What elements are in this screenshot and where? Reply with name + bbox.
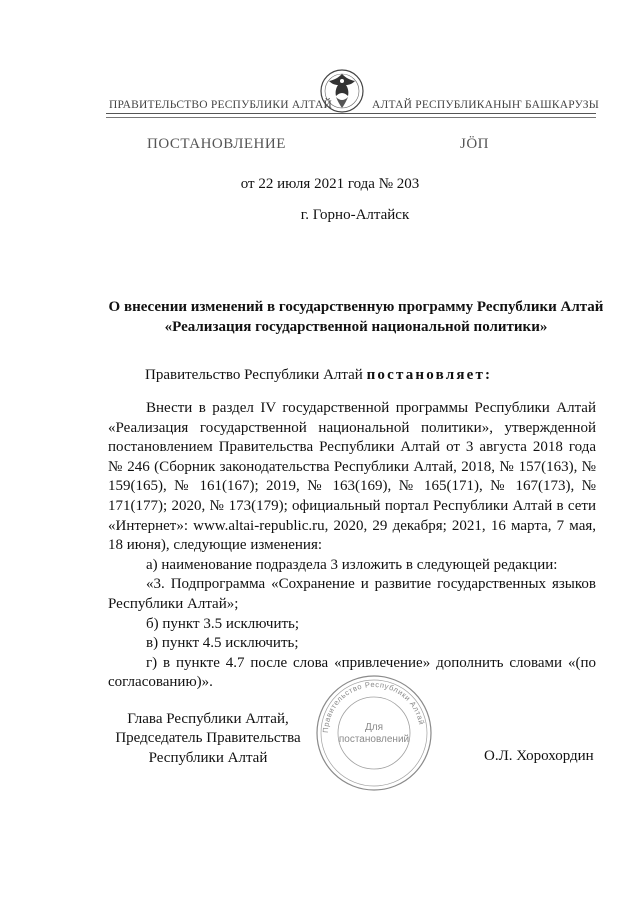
signatory-name: О.Л. Хорохордин: [484, 748, 594, 764]
body-paragraph: «3. Подпрограмма «Сохранение и развитие государственных языков Республики Алтай»;: [108, 576, 596, 612]
resolves-line: [145, 367, 492, 384]
body-paragraph: г) в пункте 4.7 после слова «привлечение» дополнить словами «(по согласованию)».: [108, 654, 596, 691]
signatory-position-line: Председатель Правительства: [115, 730, 301, 747]
stamp-inner-line1: Для: [364, 722, 384, 733]
document-city: г. Горно-Алтайск: [300, 207, 410, 223]
government-name-alt: АЛТАЙ РЕСПУБЛИКАНЫҤ БАШКАРУЗЫ: [372, 99, 599, 111]
body-paragraph: б) пункт 3.5 исключить;: [146, 615, 300, 632]
signatory-position-line: Глава Республики Алтай,: [127, 711, 289, 727]
signatory-position-line: Республики Алтай: [148, 749, 268, 766]
document-body: [108, 399, 596, 693]
body-paragraph: в) пункт 4.5 исключить;: [146, 635, 299, 652]
header-divider: [106, 113, 596, 114]
document-date: от 22 июля 2021 года № 203: [240, 176, 420, 192]
resolves-prefix: Правительство Республики Алтай: [145, 367, 363, 383]
stamp-ring-text: Правительство Республики Алтай: [320, 679, 427, 734]
body-paragraph: а) наименование подраздела 3 изложить в следующей редакции:: [146, 556, 558, 573]
header-divider-thin: [106, 117, 596, 118]
official-stamp: [313, 672, 435, 794]
resolves-action: постановляет:: [366, 367, 493, 383]
document-title: О внесении изменений в государственную программу Республики Алтай «Реализация государственной национальной политики»: [108, 299, 604, 335]
government-name-ru: ПРАВИТЕЛЬСТВО РЕСПУБЛИКИ АЛТАЙ: [109, 99, 333, 111]
signatory-position: [108, 710, 308, 768]
document-type: ПОСТАНОВЛЕНИЕ: [147, 136, 286, 152]
body-paragraph: Внести в раздел IV государственной программы Республики Алтай «Реализация государственной национальной политики», утвержденной постановлением Правительства Республики Алтай от 3 августа 2018 года № 246 (Сборник законодательства Республики Алтай, 2018, № 157(163), № 159(165), № 161(167); 2019, № 163(169), № 165(171), № 167(173), № 171(177); 2020, № 173(179); официальный портал Республики Алтай в сети «Интернет»: www.altai-republic.ru, 2020, 29 декабря; 2021, 16 марта, 7 мая, 18 июня), следующие изменения:: [108, 400, 596, 554]
stamp-inner-line2: постановлений: [338, 734, 410, 745]
document-type-alt: ЈӦП: [460, 136, 490, 152]
